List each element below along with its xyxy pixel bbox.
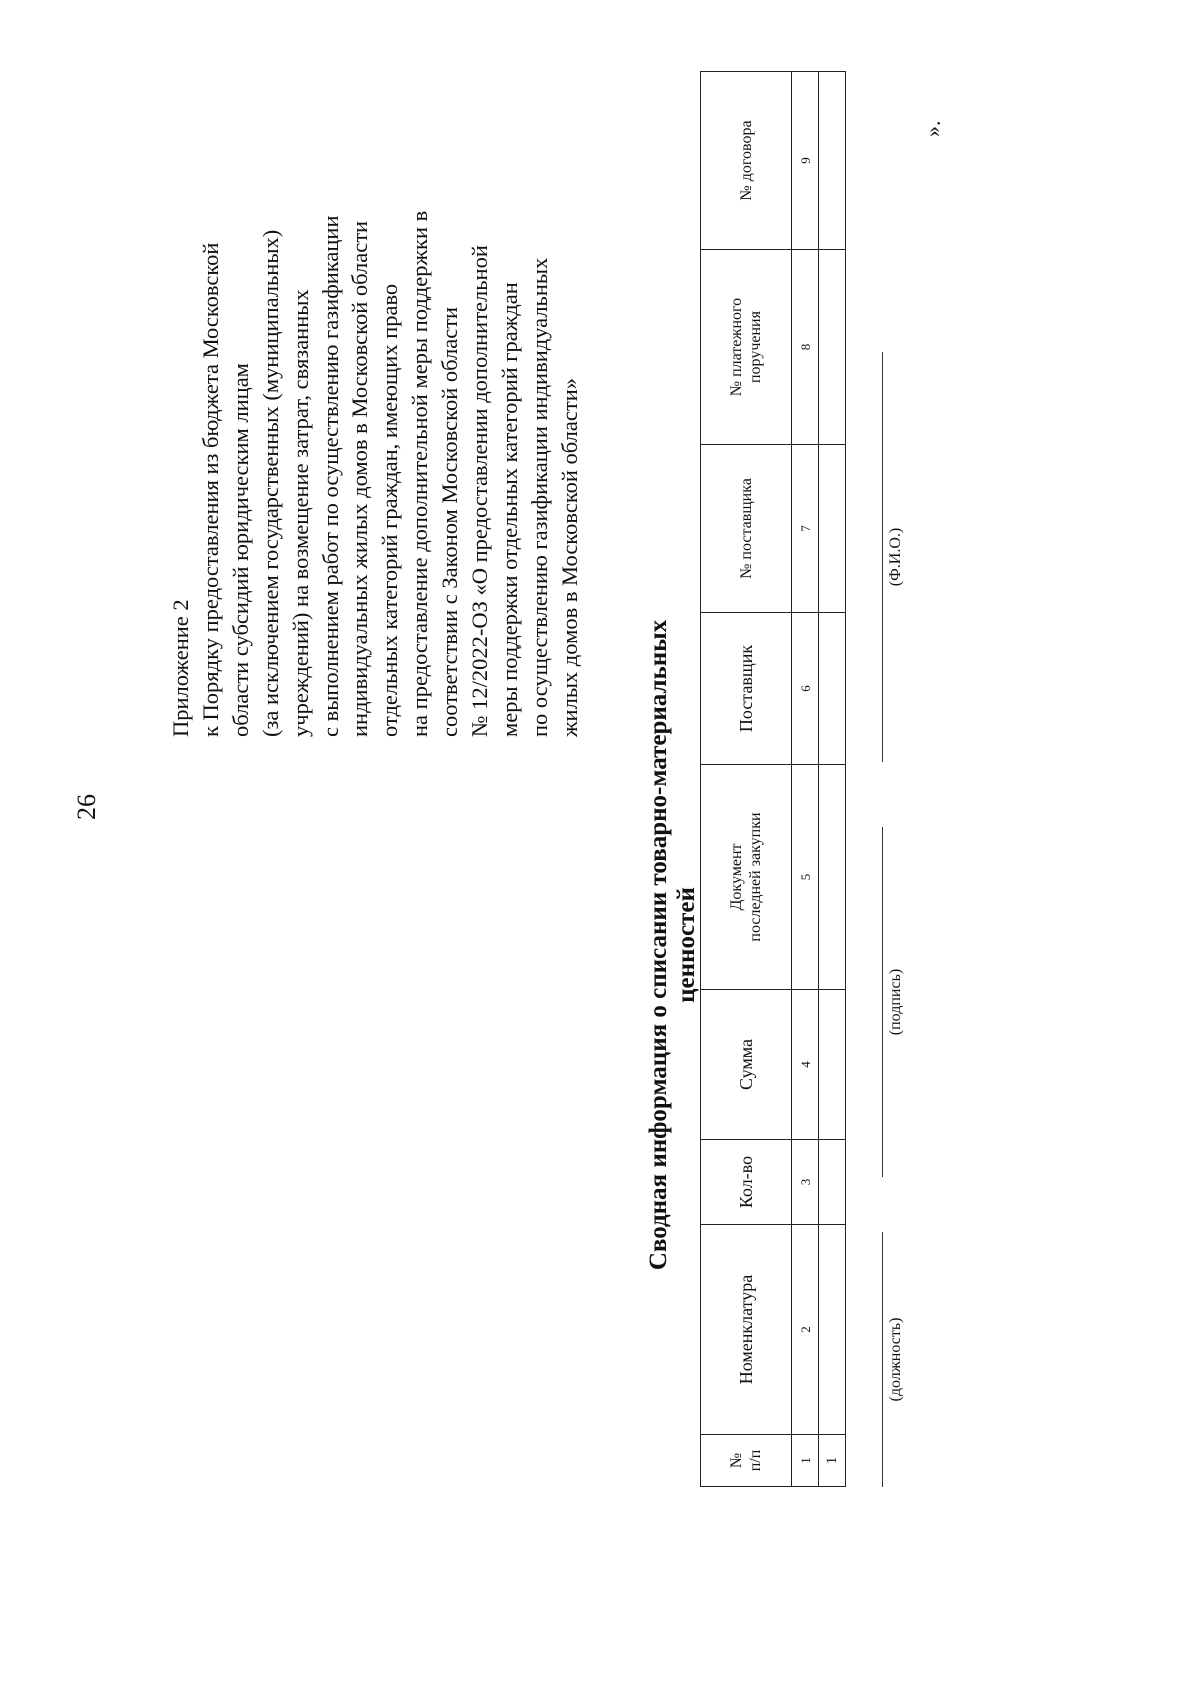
- inventory-writeoff-table: [700, 71, 846, 1487]
- header-payment-line2: поручения: [747, 311, 764, 383]
- signature-line: [882, 827, 883, 1177]
- header-row: [701, 72, 792, 1487]
- annex-line: на предоставление дополнительной меры поддержки в: [407, 210, 433, 737]
- header-supplier-number: № поставщика: [701, 445, 792, 613]
- annex-line: меры поддержки отдельных категорий граждан: [496, 282, 522, 737]
- column-number: 9: [792, 72, 819, 250]
- position-caption: (должность): [887, 1317, 904, 1402]
- column-number-row: [792, 72, 819, 1487]
- annex-line: области субсидий юридическим лицам: [227, 363, 253, 737]
- table-cell: [819, 1225, 846, 1435]
- position-line: [882, 1232, 883, 1487]
- annex-line: по осуществлению газификации индивидуальных: [526, 257, 552, 737]
- header-num: [701, 1435, 792, 1487]
- header-sum: Сумма: [701, 990, 792, 1140]
- header-qty: Кол-во: [701, 1140, 792, 1225]
- page-number: 26: [72, 794, 101, 820]
- table-cell: [819, 990, 846, 1140]
- row-number: 1: [819, 1435, 846, 1487]
- annex-line: с выполнением работ по осуществлению газификации: [317, 215, 343, 737]
- table-cell: [819, 613, 846, 765]
- column-number: 2: [792, 1225, 819, 1435]
- column-number: 5: [792, 765, 819, 990]
- document-title: Сводная информация о списании товарно-материальных ценностей: [645, 619, 700, 1271]
- header-doc-line2: последней закупки: [747, 812, 764, 942]
- header-doc-line1: Документ: [728, 843, 745, 911]
- table-cell: [819, 1140, 846, 1225]
- header-last-purchase-doc: [701, 765, 792, 990]
- header-nomenclature: Номенклатура: [701, 1225, 792, 1435]
- column-number: 1: [792, 1435, 819, 1487]
- annex-line: индивидуальных жилых домов в Московской области: [347, 220, 373, 737]
- header-supplier: Поставщик: [701, 613, 792, 765]
- header-payment-line1: № платежного: [728, 297, 745, 397]
- annex-line: учреждений) на возмещение затрат, связанных: [287, 289, 313, 737]
- signature-caption: (подпись): [887, 968, 904, 1036]
- column-number: 3: [792, 1140, 819, 1225]
- annex-line: № 12/2022-ОЗ «О предоставлении дополнительной: [467, 245, 493, 737]
- annex-line: Приложение 2: [168, 599, 193, 737]
- column-number: 7: [792, 445, 819, 613]
- column-number: 4: [792, 990, 819, 1140]
- table-cell: [819, 250, 846, 445]
- header-payment-order: [701, 250, 792, 445]
- table-row: [819, 72, 846, 1487]
- column-number: 8: [792, 250, 819, 445]
- name-line: [882, 352, 883, 762]
- annex-line: (за исключением государственных (муниципальных): [257, 229, 283, 737]
- table-cell: [819, 445, 846, 613]
- table-cell: [819, 765, 846, 990]
- table-cell: [819, 72, 846, 250]
- annex-line: отдельных категорий граждан, имеющих право: [377, 283, 403, 737]
- annex-line: к Порядку предоставления из бюджета Московской: [197, 242, 223, 737]
- name-caption: (Ф.И.О.): [887, 527, 904, 587]
- header-num-line1: №: [728, 1452, 745, 1469]
- header-contract: № договора: [701, 72, 792, 250]
- header-num-line2: п/п: [747, 1449, 764, 1472]
- closing-quote: ».: [920, 120, 945, 137]
- column-number: 6: [792, 613, 819, 765]
- annex-line: жилых домов в Московской области»: [556, 378, 582, 737]
- annex-header: [166, 17, 585, 737]
- annex-line: соответствии с Законом Московской области: [437, 306, 463, 737]
